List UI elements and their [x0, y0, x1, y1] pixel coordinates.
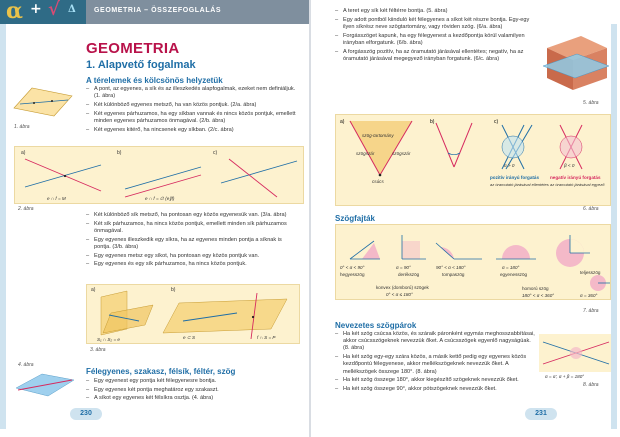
- vertical-angles-diagram: [539, 334, 613, 372]
- fig6-rot-neg-note: az óramutató járásával egyező: [550, 182, 605, 187]
- range-acute: 0° < α < 90°: [340, 265, 365, 270]
- fig2-eq-a: e ∩ f = M: [47, 196, 66, 201]
- range-full: α = 360°: [580, 293, 598, 298]
- list-item: – A teret egy sík két féltérre bontja. (5. ábra): [335, 8, 535, 15]
- fig6-label-vertex: csúcs: [372, 179, 384, 184]
- subheading-angle-types: Szögfajták: [335, 214, 376, 223]
- list-elements: [86, 86, 300, 135]
- name-obtuse: tompaszög: [442, 272, 465, 277]
- name-reflex: homorú szög: [522, 286, 549, 291]
- range-reflex: 180° < α < 360°: [522, 293, 555, 298]
- fig6-eq-pos: α > 0: [504, 163, 515, 168]
- section-title: 1. Alapvető fogalmak: [86, 59, 196, 71]
- list-item: – A síkot egy egyenes két félsíkra osztja. (4. ábra): [86, 395, 300, 402]
- list-item: – Ha két szög összege 180°, akkor kiegészítő szögeknek nevezzük őket.: [335, 377, 535, 384]
- svg-text:b): b): [430, 119, 435, 125]
- list-item: – Egy egyenes metsz egy síkot, ha pontosan egy közös pontjuk van.: [86, 253, 300, 260]
- figure-3: [86, 284, 300, 344]
- list-item: – Két különböző sík metsző, ha pontosan egy közös egyenesük van. (3/a. ábra): [86, 212, 300, 219]
- figure-4-caption: 4. ábra: [18, 362, 34, 368]
- convex-range: 0° < α ≤ 180°: [386, 292, 413, 297]
- fig2-sub-a: a): [21, 150, 26, 156]
- figure-8-caption: 8. ábra: [583, 382, 599, 388]
- fig3-sub-a: a): [91, 287, 96, 293]
- page-number: 231: [525, 408, 557, 420]
- list-space: [335, 8, 535, 64]
- list-item: – Forgásszöget kapunk, ha egy félegyenest a kezdőpontja körül valamilyen irányban elforgatunk. (6/b. ábra): [335, 33, 535, 47]
- figure-2-caption: 2. ábra: [18, 206, 34, 212]
- figure-6-caption: 6. ábra: [583, 206, 599, 212]
- list-item: – Egy egyenest egy pontja két félegyenesre bontja.: [86, 378, 300, 385]
- halfspace-diagram: [541, 26, 611, 96]
- range-straight: α = 180°: [502, 265, 520, 270]
- list-item: – Két sík párhuzamos, ha nincs közös pontjuk, emellett minden sík párhuzamos önmagával.: [86, 221, 300, 235]
- figure-3-caption: 3. ábra: [90, 347, 106, 353]
- figure-1-caption: 1. ábra: [14, 124, 30, 130]
- figure-1: [10, 82, 76, 122]
- figure-7: [335, 224, 611, 300]
- range-right: α = 90°: [396, 265, 411, 270]
- fig3-eq-3: f ∩ S = P: [257, 335, 276, 340]
- list-item: – Ha két szög egy-egy szára közös, a másik kettő pedig egy egyenes közös kezdőpontú félegyenese, akkor mellékszögeknek nevezzük őket. A mellékszögek összege 180°. (8. ábra): [335, 354, 535, 376]
- fig3-eq-1: S₁ ∩ S₂ = e: [97, 337, 120, 342]
- fig2-sub-c: c): [213, 150, 218, 156]
- list-item: – A forgásszög pozitív, ha az óramutató járásával ellentétes; negatív, ha az óramutató járásával megegyező irányban forgatunk. (6/c. ábra): [335, 49, 535, 63]
- convex-note: konvex (domború) szögek: [376, 285, 429, 290]
- right-page: [311, 0, 620, 437]
- list-item: – Ha két szög összege 90°, akkor pótszögeknek nevezzük őket.: [335, 386, 535, 393]
- list-item: – Két különböző egyenes metsző, ha van közös pontjuk. (2/a. ábra): [86, 102, 300, 109]
- fig3-sub-b: b): [171, 287, 176, 293]
- angle-diagrams: [336, 115, 612, 207]
- fig2-eq-b: e ∩ f = ∅ (e∥f): [145, 196, 175, 201]
- fig2-sub-b: b): [117, 150, 122, 156]
- fig6-label-arm-1: szögszár: [356, 151, 375, 156]
- list-item: – Két egyenes kitérő, ha nincsenek egy síkban. (2/c. ábra): [86, 127, 300, 134]
- range-obtuse: 90° < α < 180°: [436, 265, 466, 270]
- figure-6: [335, 114, 611, 206]
- figure-7-caption: 7. ábra: [583, 308, 599, 314]
- list-item: – Egy egyenes két pontja meghatároz egy szakaszt.: [86, 387, 300, 394]
- fig8-eq: α = α', α + β = 180°: [545, 374, 585, 379]
- figure-2: [14, 146, 304, 204]
- subheading-elements: A térelemek és kölcsönös helyzetük: [86, 76, 223, 85]
- list-item: – Két egyenes párhuzamos, ha egy síkban vannak és nincs közös pontjuk, emellett minden egyenes párhuzamos önmagával. (2/b. ábra): [86, 111, 300, 125]
- list-item: – Egy adott pontból kiinduló két félegyenes a síkot két részre bontja. Egy-egy ilyen síkrész neve szögtartomány, vagy röviden szög. (6/a. ábra): [335, 17, 535, 31]
- halfplane-diagram: [12, 368, 78, 402]
- list-item: – Egy egyenes illeszkedik egy síkra, ha az egyenes minden pontja a síknak is pontja. (3/b. ábra): [86, 237, 300, 251]
- list-segments: [86, 378, 300, 404]
- page-number: 230: [70, 408, 102, 420]
- list-item: – Ha két szög csúcsa közös, és száraik páronként egymás meghosszabbításai, akkor csúcsszögeknek nevezzük őket. A csúcsszögek egyenlő nagyságúak. (8. ábra): [335, 331, 535, 353]
- fig6-rot-pos: pozitív irányú forgatás: [490, 175, 540, 180]
- fig6-eq-neg: β < 0: [564, 163, 575, 168]
- margin-strip: [0, 24, 6, 429]
- svg-text:c): c): [494, 119, 499, 125]
- fig3-eq-2: e ⊂ S: [183, 335, 196, 340]
- list-item: – Egy egyenes és egy sík párhuzamos, ha nincs közös pontjuk.: [86, 261, 300, 268]
- page-header: [0, 0, 310, 24]
- page-title: GEOMETRIA: [86, 40, 180, 57]
- fig6-rot-pos-note: az óramutató járásával ellentétes: [490, 182, 549, 187]
- fig6-label-arm-2: szögszár: [392, 151, 411, 156]
- figure-5-caption: 5. ábra: [583, 100, 599, 106]
- running-header: GEOMETRIA – ÖSSZEFOGLALÁS: [94, 7, 222, 14]
- name-acute: hegyesszög: [340, 272, 365, 277]
- subheading-named-pairs: Nevezetes szögpárok: [335, 321, 417, 330]
- list-planes: [86, 212, 300, 270]
- fig6-label-region: szög-tartomány: [362, 133, 394, 138]
- name-straight: egyenesszög: [500, 272, 528, 277]
- name-right: derékszög: [398, 272, 420, 277]
- subheading-segments: Félegyenes, szakasz, félsík, féltér, szög: [86, 367, 236, 376]
- name-full: teljesszög: [580, 270, 601, 275]
- list-item: – A pont, az egyenes, a sík és az illeszkedés alapfogalmak, ezeket nem definiáljuk. (1. ábra): [86, 86, 300, 100]
- header-logo: α + √ Δ: [0, 0, 86, 24]
- margin-strip: [611, 24, 617, 429]
- plane-diagram: [10, 82, 76, 122]
- list-named-pairs: [335, 331, 535, 395]
- fig6-rot-neg: negatív irányú forgatás: [550, 175, 601, 180]
- svg-text:a): a): [340, 119, 345, 125]
